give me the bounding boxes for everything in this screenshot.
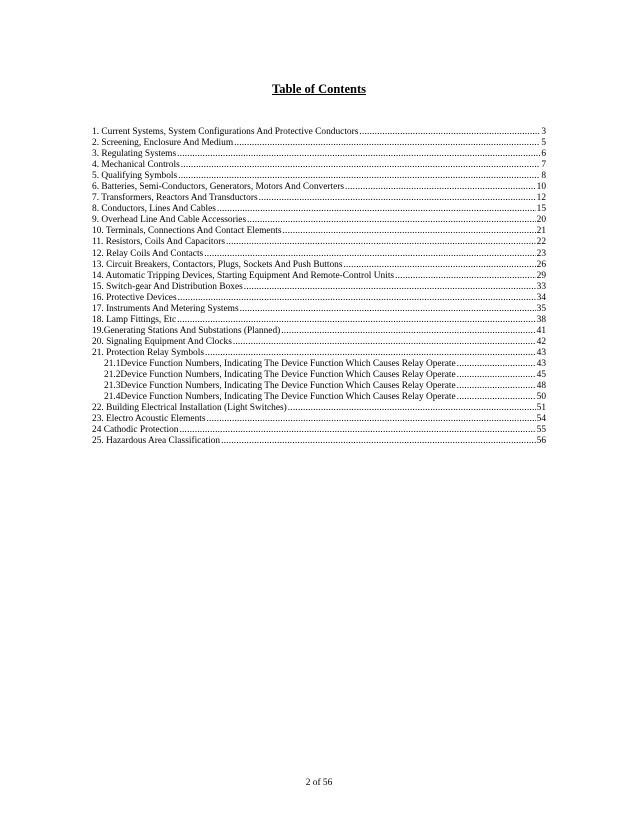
toc-entry-title: Device Function Numbers, Indicating The Device Function Which Causes Relay Operate [120, 392, 456, 403]
toc-leader-dots [204, 249, 535, 260]
toc-page-number: 42 [536, 336, 546, 347]
toc-entry-title: 13. Circuit Breakers, Contactors, Plugs, Sockets And Push Buttons [92, 259, 343, 270]
toc-page-number: 45 [536, 370, 546, 381]
toc-entry[interactable] [92, 237, 546, 248]
toc-entry[interactable] [92, 337, 546, 348]
toc-entry-title: 17. Instruments And Metering Systems [92, 303, 239, 314]
toc-entry-title: 22. Building Electrical Installation (Light Switches) [92, 403, 287, 414]
toc-entry-title: 24 Cathodic Protection [92, 425, 179, 436]
toc-entry-title: 21. Protection Relay Symbols [92, 347, 204, 358]
toc-leader-dots [177, 149, 540, 160]
toc-leader-dots [178, 171, 540, 182]
toc-subentry-number: 21.3 [104, 381, 121, 392]
toc-leader-dots [395, 271, 536, 282]
toc-entry[interactable] [92, 193, 546, 204]
toc-entry[interactable] [92, 160, 546, 171]
toc-entry[interactable] [92, 348, 546, 359]
toc-entry-title: 8. Conductors, Lines And Cables [92, 204, 216, 215]
toc-entry-title: 2. Screening, Enclosure And Medium [92, 138, 234, 149]
toc-leader-dots [345, 182, 536, 193]
toc-page-number: 21 [536, 226, 546, 237]
toc-entry-title: Device Function Numbers, Indicating The Device Function Which Causes Relay Operate [120, 370, 456, 381]
toc-leader-dots [283, 226, 536, 237]
toc-entry[interactable] [92, 326, 546, 337]
toc-entry[interactable] [92, 226, 546, 237]
toc-entry[interactable] [92, 215, 546, 226]
toc-page-number: 55 [536, 425, 546, 436]
toc-page-number: 33 [536, 281, 546, 292]
toc-leader-dots [234, 138, 540, 149]
toc-entry-title: 16. Protective Devices [92, 292, 177, 303]
toc-entry-title: Device Function Numbers, Indicating The Device Function Which Causes Relay Operate [120, 358, 456, 369]
toc-entry-title: 1. Current Systems, System Configurations And Protective Conductors [92, 127, 359, 137]
toc-entry-title: 18. Lamp Fittings, Etc [92, 314, 177, 325]
toc-page-number: 22 [536, 237, 546, 248]
toc-entry-title: 23. Electro Acoustic Elements [92, 414, 206, 425]
toc-subentry[interactable] [92, 381, 546, 392]
toc-leader-dots [457, 392, 536, 403]
toc-leader-dots [217, 204, 536, 215]
toc-leader-dots [181, 160, 541, 171]
toc-page-number: 43 [536, 358, 546, 369]
toc-entry-title: 4. Mechanical Controls [92, 160, 180, 171]
toc-leader-dots [359, 127, 540, 138]
toc-subentry[interactable] [92, 392, 546, 403]
toc-leader-dots [247, 215, 536, 226]
toc-entry-title: 9. Overhead Line And Cable Accessories [92, 215, 247, 226]
toc-page-number: 29 [536, 270, 546, 281]
toc-entry-title: 12. Relay Coils And Contacts [92, 248, 204, 259]
toc-page-number: 7 [541, 160, 546, 171]
toc-page-number: 34 [536, 292, 546, 303]
toc-leader-dots [178, 293, 536, 304]
toc-page-number: 50 [536, 392, 546, 403]
toc-page-number: 54 [536, 414, 546, 425]
toc-page-number: 5 [541, 138, 546, 149]
toc-entry[interactable] [92, 315, 546, 326]
toc-subentry-number: 21.2 [104, 370, 121, 381]
toc-entry-title: Device Function Numbers, Indicating The Device Function Which Causes Relay Operate [120, 381, 456, 392]
toc-page-number: 26 [536, 259, 546, 270]
toc-entry-title: 10. Terminals, Connections And Contact Elements [92, 226, 282, 237]
toc-subentry[interactable] [92, 359, 546, 370]
toc-entry[interactable] [92, 127, 546, 138]
toc-entry-title: 5. Qualifying Symbols [92, 171, 178, 182]
toc-leader-dots [240, 304, 536, 315]
toc-page-number: 56 [536, 436, 546, 447]
toc-entry[interactable] [92, 271, 546, 282]
toc-entry[interactable] [92, 204, 546, 215]
toc-entry[interactable] [92, 149, 546, 160]
toc-page-number: 41 [536, 325, 546, 336]
toc-page-number: 51 [536, 403, 546, 414]
toc-page-number: 38 [536, 314, 546, 325]
toc-entry-title: 20. Signaling Equipment And Clocks [92, 336, 232, 347]
toc-entry[interactable] [92, 425, 546, 436]
toc-leader-dots [177, 315, 536, 326]
page-title: Table of Contents [272, 82, 366, 96]
toc-page-number: 43 [536, 347, 546, 358]
toc-subentry-number: 21.1 [104, 358, 121, 369]
toc-page-number: 6 [541, 149, 546, 160]
table-of-contents [92, 127, 546, 447]
toc-leader-dots [457, 359, 536, 370]
toc-entry-title: 3. Regulating Systems [92, 149, 177, 160]
toc-page-number: 8 [541, 171, 546, 182]
toc-leader-dots [207, 414, 536, 425]
toc-leader-dots [288, 403, 536, 414]
toc-leader-dots [457, 381, 536, 392]
page-footer: 2 of 56 [305, 778, 333, 788]
toc-leader-dots [244, 282, 536, 293]
toc-leader-dots [221, 436, 536, 447]
toc-entry[interactable] [92, 182, 546, 193]
toc-leader-dots [457, 370, 536, 381]
toc-entry[interactable] [92, 403, 546, 414]
toc-entry-title: 19.Generating Stations And Substations (Planned) [92, 325, 281, 336]
toc-entry[interactable] [92, 249, 546, 260]
toc-entry[interactable] [92, 436, 546, 447]
toc-subentry-number: 21.4 [104, 392, 121, 403]
toc-page-number: 48 [536, 381, 546, 392]
toc-page-number: 23 [536, 248, 546, 259]
toc-page-number: 35 [536, 303, 546, 314]
toc-entry-title: 14. Automatic Tripping Devices, Starting Equipment And Remote-Control Units [92, 270, 395, 281]
toc-entry[interactable] [92, 293, 546, 304]
toc-page-number: 15 [536, 204, 546, 215]
toc-leader-dots [344, 260, 536, 271]
toc-entry[interactable] [92, 282, 546, 293]
toc-entry[interactable] [92, 138, 546, 149]
toc-leader-dots [259, 193, 536, 204]
toc-leader-dots [205, 348, 536, 359]
toc-subentry[interactable] [92, 370, 546, 381]
toc-entry-title: 25. Hazardous Area Classification [92, 436, 221, 447]
toc-page-number: 10 [536, 182, 546, 193]
toc-entry[interactable] [92, 260, 546, 271]
toc-leader-dots [179, 425, 535, 436]
toc-leader-dots [281, 326, 535, 337]
toc-entry-title: 11. Resistors, Coils And Capacitors [92, 237, 225, 248]
toc-entry[interactable] [92, 304, 546, 315]
toc-entry[interactable] [92, 414, 546, 425]
toc-entry-title: 7. Transformers, Reactors And Transductors [92, 193, 258, 204]
toc-entry[interactable] [92, 171, 546, 182]
toc-page-number: 20 [536, 215, 546, 226]
toc-page-number: 12 [536, 193, 546, 204]
toc-page-number: 3 [541, 127, 546, 137]
toc-entry-title: 15. Switch-gear And Distribution Boxes [92, 281, 243, 292]
toc-leader-dots [226, 237, 536, 248]
toc-entry-title: 6. Batteries, Semi-Conductors, Generators, Motors And Converters [92, 182, 345, 193]
toc-leader-dots [233, 337, 536, 348]
